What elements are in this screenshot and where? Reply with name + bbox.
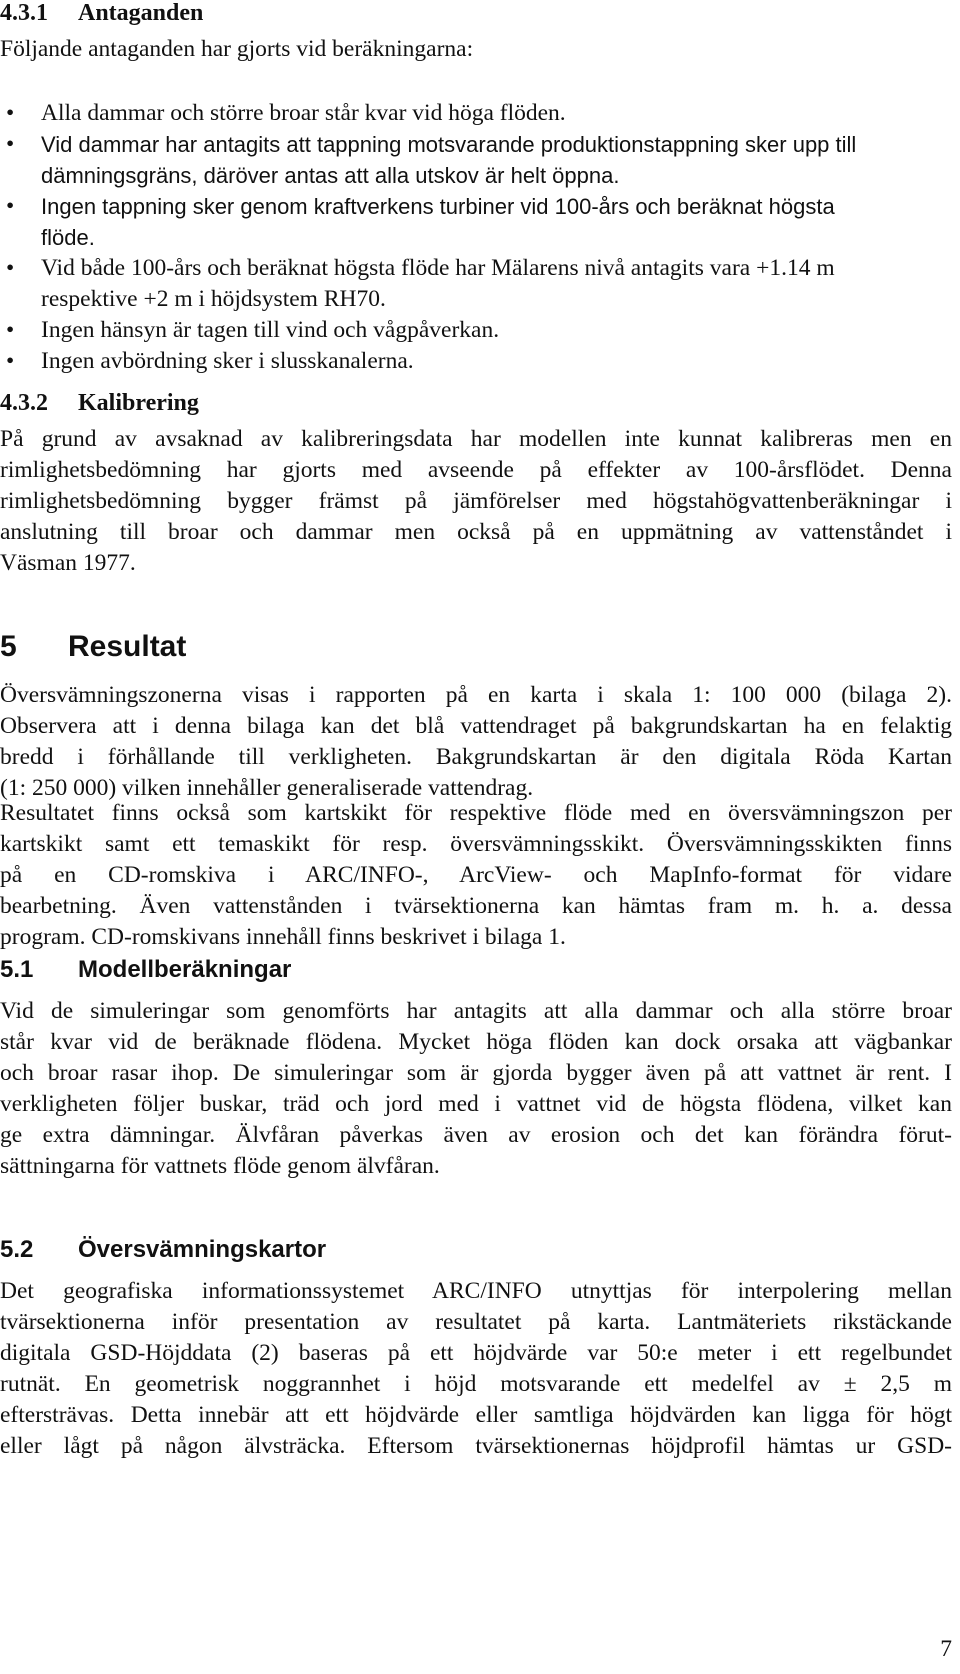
heading-number: 5.2 [0,1236,34,1263]
calibration-paragraph [0,424,952,579]
text-line: verkligheten följer buskar, träd och jord med i vattnet vid de högsta flödena, vilket kan [0,1091,952,1117]
text-line: bearbetning. Även vattenstånden i tvärsektionerna kan hämtas fram m. h. a. dessa [0,893,952,919]
intro-paragraph [0,34,952,65]
text-line: digitala GSD-Höjddata (2) baseras på ett höjdvärde var 50:e meter i ett regelbundet [0,1340,952,1366]
heading-number: 4.3.2 [0,390,48,416]
text-line: Resultatet finns också som kartskikt för respektive flöde med en översvämningszon per [0,800,952,826]
text-line: flöde. [41,225,95,250]
text-line: på en CD-romskiva i ARC/INFO-, ArcView- och MapInfo-format för vidare [0,862,952,888]
text-line: Ingen tappning sker genom kraftverkens turbiner vid 100-års och beräknat högsta [41,194,835,219]
heading-number: 5.1 [0,956,34,983]
text-line: Observera att i denna bilaga kan det blå vattendraget på bakgrundskartan ha en felaktig [0,713,952,739]
bullet-icon: • [6,255,15,281]
text-line: står kvar vid de beräknade flödena. Mycket höga flöden kan dock orsaka att vägbankar [0,1029,952,1055]
heading-number: 5 [0,630,17,663]
text-line: program. CD-romskivans innehåll finns beskrivet i bilaga 1. [0,924,566,950]
text-line: Översvämningszonerna visas i rapporten på en karta i skala 1: 100 000 (bilaga 2). [0,682,952,708]
text-line: Vid dammar har antagits att tappning motsvarande produktionstappning sker upp till [41,132,857,157]
text-line: kartskikt samt ett temaskikt för resp. översvämningsskikt. Översvämningsskikten finns [0,831,952,857]
heading-title: Kalibrering [78,390,199,416]
model-paragraph [0,996,952,1182]
text-line: anslutning till broar och dammar men också på en uppmätning av vattenståndet i [0,519,952,545]
text-line: Vid både 100-års och beräknat högsta flöde har Mälarens nivå antagits vara +1.14 m [41,255,835,281]
text-line: tvärsektionerna inför presentation av resultatet på karta. Lantmäteriets rikstäckande [0,1309,952,1335]
text-line: Väsman 1977. [0,550,136,576]
list-item [0,253,952,315]
text-line: rimlighetsbedömning har gjorts med avseende på effekter av 100-årsflödet. Denna [0,457,952,483]
text-line: rimlighetsbedömning bygger främst på jämförelser med högstahögvattenberäkningar i [0,488,952,514]
heading-title: Resultat [68,630,187,663]
text-line: Alla dammar och större broar står kvar vid höga flöden. [41,100,566,126]
bullet-icon: • [6,100,15,126]
bullet-icon: • [6,348,15,374]
text-line: respektive +2 m i höjdsystem RH70. [41,286,386,312]
text-line: Vid de simuleringar som genomförts har antagits att alla dammar och alla större broar [0,998,952,1024]
text-line: dämningsgräns, däröver antas att alla utskov är helt öppna. [41,163,620,188]
text-line: Följande antaganden har gjorts vid beräkningarna: [0,36,474,62]
text-line: Ingen avbördning sker i slusskanalerna. [41,348,414,374]
bullet-icon: • [6,131,15,157]
list-item [0,315,952,346]
text-line: rutnät. En geometrisk noggrannhet i höjd motsvarande ett medelfel av ± 2,5 m [0,1371,952,1397]
heading-5-2 [0,1236,326,1264]
text-line: (1: 250 000) vilken innehåller generaliserade vattendrag. [0,775,534,801]
result-paragraph-1 [0,680,952,804]
heading-title: Översvämningskartor [78,1236,327,1263]
maps-paragraph [0,1276,952,1462]
text-line: och broar rasar ihop. De simuleringar som är gjorda bygger även på att vattnet är rent. I [0,1060,952,1086]
assumptions-list [0,98,952,377]
list-item [0,129,952,191]
text-line: Ingen hänsyn är tagen till vind och vågpåverkan. [41,317,500,343]
bullet-icon: • [6,317,15,343]
text-line: Det geografiska informationssystemet ARC/INFO utnyttjas för interpolering mellan [0,1278,952,1304]
page-number: 7 [940,1636,952,1662]
heading-4-3-1 [0,0,203,27]
text-line: sättningarna för vattnets flöde genom älvfåran. [0,1153,440,1179]
result-paragraph-2 [0,798,952,953]
text-line: ge extra dämningar. Älvfåran påverkas även av erosion och det kan förändra förut- [0,1122,952,1148]
list-item [0,98,952,129]
heading-5-1 [0,956,291,984]
list-item [0,191,952,253]
heading-title: Antaganden [78,0,204,26]
list-item [0,346,952,377]
bullet-icon: • [6,193,15,219]
heading-4-3-2 [0,390,199,417]
text-line: eller lågt på någon älvsträcka. Eftersom tvärsektionernas höjdprofil hämtas ur GSD- [0,1433,952,1459]
heading-5 [0,630,186,664]
heading-number: 4.3.1 [0,0,48,26]
heading-title: Modellberäkningar [78,956,292,983]
text-line: bredd i förhållande till verkligheten. Bakgrundskartan är den digitala Röda Kartan [0,744,952,770]
text-line: På grund av avsaknad av kalibreringsdata har modellen inte kunnat kalibreras men en [0,426,952,452]
text-line: eftersträvas. Detta innebär att ett höjdvärde eller samtliga höjdvärden kan ligga för högt [0,1402,952,1428]
